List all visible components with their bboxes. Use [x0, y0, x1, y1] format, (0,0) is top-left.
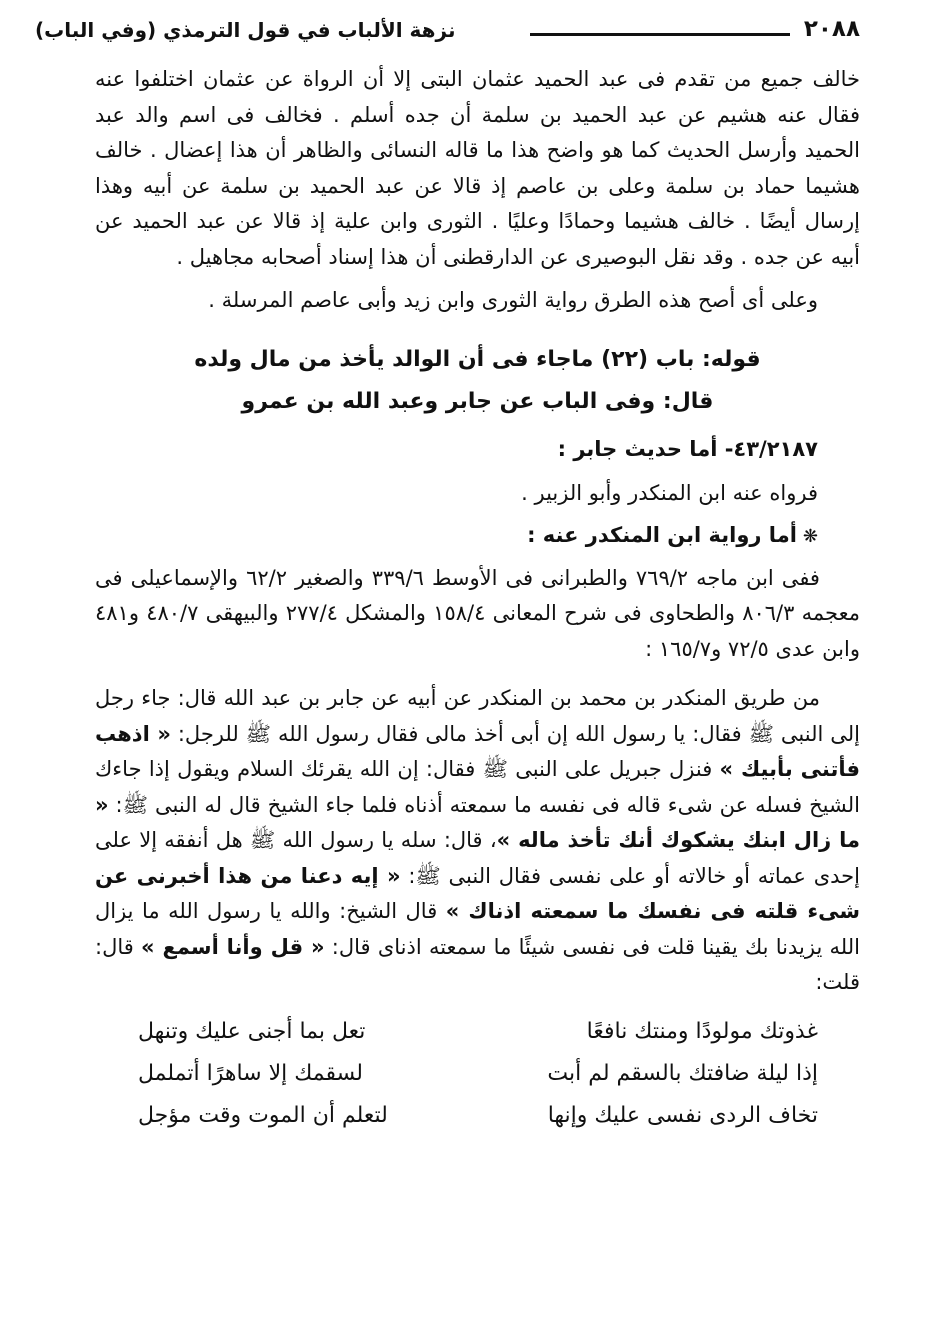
- quote-4: « قل وأنا أسمع »: [141, 934, 325, 959]
- paragraph-4-text-5: قال: قلت:: [95, 934, 860, 994]
- hadith-number-heading: ٤٣/٢١٨٧- أما حديث جابر :: [557, 436, 818, 461]
- verse-second-hemistich: تعل بما أجنى عليك وتنهل: [138, 1018, 366, 1044]
- paragraph-2: وعلى أى أصح هذه الطرق رواية الثورى وابن زيد وأبى عاصم المرسلة .: [208, 288, 818, 312]
- book-page: [35, 10, 861, 1310]
- verse-second-hemistich: لسقمك إلا ساهرًا أتململ: [138, 1060, 363, 1086]
- chapter-subheading: قال: وفى الباب عن جابر وعبد الله بن عمرو: [241, 388, 714, 414]
- page-number: ٢٠٨٨: [803, 16, 860, 42]
- verse-first-hemistich: إذا ليلة ضافتك بالسقم لم أبت: [547, 1060, 818, 1086]
- quote-1: « اذهب فأتنى بأبيك »: [95, 721, 861, 781]
- chapter-heading: قوله: باب (٢٢) ماجاء فى أن الوالد يأخذ من مال ولده: [194, 346, 761, 372]
- paragraph-4: [95, 681, 860, 1001]
- running-title: نزهة الألباب في قول الترمذي (وفي الباب): [35, 18, 456, 42]
- quote-2: « ما زال ابنك يشكوك أنك تأخذ ماله »: [95, 792, 860, 852]
- paragraph-1: خالف جميع من تقدم فى عبد الحميد عثمان البتى إلا أن الرواة عن عثمان اختلفوا عنه فقال عنه هشيم عن عبد الحميد بن سلمة أن جده أسلم . فخالف فى اسم والد عبد الحميد وأرسل الحديث كما هو واضح هذا ما قاله النسائى والظاهر أن هذا إعضال . خالف هشيما حماد بن سلمة وعلى بن عاصم إذ قالا عن عبد الحميد بن سلمة عن أبيه وهذا إرسال أيضًا . خالف هشيما وحمادًا وعليًا . الثورى وابن علية إذ قالا عن عبد الحميد عن أبيه عن جده . وقد نقل البوصيرى عن الدارقطنى أن هذا إسناد أصحابه مجاهيل .: [95, 67, 860, 269]
- header-rule: [530, 33, 790, 36]
- paragraph-4-text-4: قال الشيخ: والله يا رسول الله ما يزال الله يزيدنا بك يقينا قلت فى نفسى شيئًا ما سمعته اذناى قال:: [95, 899, 860, 959]
- verse-second-hemistich: لتعلم أن الموت وقت مؤجل: [138, 1102, 388, 1128]
- verse-first-hemistich: غذوتك مولودًا ومنتك نافعًا: [586, 1018, 818, 1044]
- page-header: [35, 10, 860, 50]
- paragraph-4-text-2: فنزل جبريل على النبى ﷺ فقال: إن الله يقرئك السلام ويقول إذا جاءك الشيخ فسله عن شىء قاله فى نفسه ما سمعته أذناه فلما جاء الشيخ قال له النبى ﷺ:: [95, 757, 860, 817]
- paragraph-4-text-3: ، قال: سله يا رسول الله ﷺ هل أنفقه إلا على إحدى عماته أو خالاته أو على نفسى فقال النبى ﷺ:: [95, 828, 860, 888]
- verse-first-hemistich: تخاف الردى نفسى عليك وإنها: [547, 1102, 818, 1128]
- paragraph-4-text-1: من طريق المنكدر بن محمد بن المنكدر عن أبيه عن جابر بن عبد الله قال: جاء رجل إلى النبى ﷺ فقال: يا رسول الله إن أبى أخذ مالى فقال رسول الله ﷺ للرجل:: [95, 686, 860, 746]
- verse-line: [138, 1053, 818, 1095]
- paragraph-3: [95, 561, 860, 668]
- section-subheading: [95, 517, 818, 555]
- narrators-line: فرواه عنه ابن المنكدر وأبو الزبير .: [521, 480, 818, 505]
- section-subheading-text: أما رواية ابن المنكدر عنه :: [527, 522, 797, 547]
- verse-line: [138, 1095, 818, 1137]
- poem: [138, 1011, 818, 1137]
- paragraph-3-text: ففى ابن ماجه ٧٦٩/٢ والطبرانى فى الأوسط ٣٣٩/٦ والصغير ٦٢/٢ والإسماعيلى فى معجمه ٨٠٦/٣ والطحاوى فى شرح المعانى ١٥٨/٤ والمشكل ٢٧٧/٤ والبيهقى ٤٨٠/٧ و٤٨١ وابن عدى ٧٢/٥ و١٦٥/٧ :: [95, 565, 860, 661]
- quote-3: « إيه دعنا من هذا أخبرنى عن شىء قلته فى نفسك ما سمعته اذناك »: [95, 863, 860, 923]
- verse-line: [138, 1011, 818, 1053]
- asterisk-icon: ❋: [802, 525, 818, 547]
